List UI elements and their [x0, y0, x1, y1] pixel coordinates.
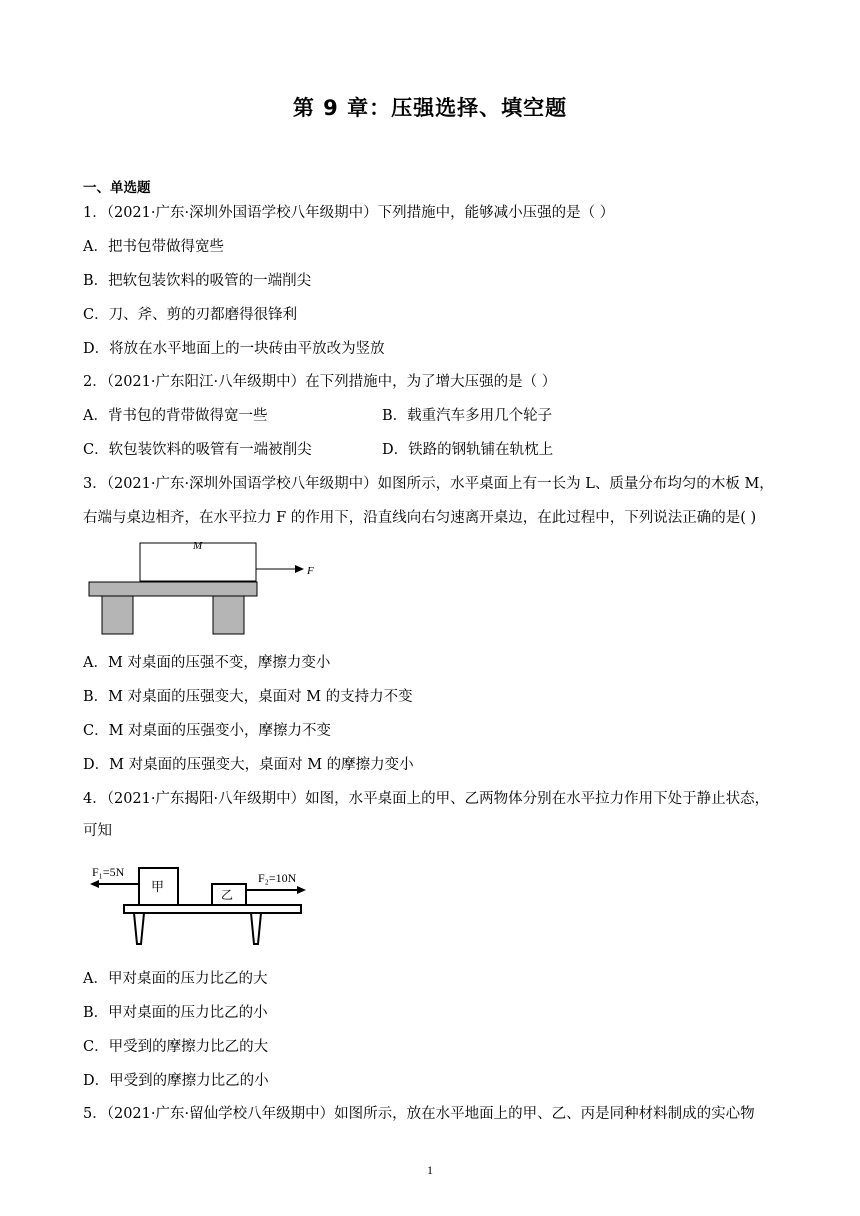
block-jia-label: 甲 — [151, 880, 165, 895]
q1-option-b: B．把软包装饮料的吸管的一端削尖 — [83, 273, 312, 289]
q4-figure — [88, 862, 323, 948]
page-number: 1 — [427, 1163, 433, 1177]
q4-option-b: B．甲对桌面的压力比乙的小 — [83, 1005, 268, 1021]
q3-stem-line2: 右端与桌边相齐，在水平拉力 F 的作用下，沿直线向右匀速离开桌边，在此过程中，下列说法正确的是( ) — [83, 510, 757, 526]
q2-option-c: C．软包装饮料的吸管有一端被削尖 — [83, 442, 312, 458]
table-leg-right — [251, 913, 261, 944]
q3-option-c: C．M 对桌面的压强变小，摩擦力不变 — [83, 723, 332, 739]
tabletop — [124, 905, 301, 913]
force-f2-arrow-head — [297, 886, 306, 894]
force-arrow-head — [295, 565, 304, 573]
q4-stem-line2: 可知 — [83, 823, 112, 839]
q2-stem: 2．（2021·广东阳江·八年级期中）在下列措施中，为了增大压强的是（ ） — [83, 374, 557, 390]
q1-option-d: D．将放在水平地面上的一块砖由平放改为竖放 — [83, 341, 385, 357]
q2-option-a: A．背书包的背带做得宽一些 — [83, 408, 268, 424]
force-f2-label: F₂=10N — [258, 871, 297, 885]
q3-option-d: D．M 对桌面的压强变大，桌面对 M 的摩擦力变小 — [83, 757, 414, 773]
q5-stem-line1: 5．（2021·广东·留仙学校八年级期中）如图所示，放在水平地面上的甲、乙、丙是同种材料制成的实心物 — [83, 1106, 755, 1122]
q2-option-d: D．铁路的钢轨铺在轨枕上 — [382, 442, 554, 458]
q1-option-a: A．把书包带做得宽些 — [83, 239, 224, 255]
q4-option-c: C．甲受到的摩擦力比乙的大 — [83, 1039, 269, 1055]
q3-option-b: B．M 对桌面的压强变大，桌面对 M 的支持力不变 — [83, 689, 413, 705]
q1-option-c: C．刀、斧、剪的刃都磨得很锋利 — [83, 307, 298, 323]
force-f-label: F — [307, 565, 314, 577]
q4-option-d: D．甲受到的摩擦力比乙的小 — [83, 1073, 269, 1089]
table-leg-left — [134, 913, 144, 944]
q4-option-a: A．甲对桌面的压力比乙的大 — [83, 971, 268, 987]
table-leg-left — [102, 596, 133, 634]
tabletop — [89, 582, 257, 596]
board-m-label: M — [193, 540, 203, 552]
block-yi-label: 乙 — [221, 888, 234, 902]
q4-stem-line1: 4．（2021·广东揭阳·八年级期中）如图，水平桌面上的甲、乙两物体分别在水平拉力作用下处于静止状态， — [83, 791, 770, 807]
force-f1-arrow-head — [90, 880, 99, 888]
q3-option-a: A．M 对桌面的压强不变，摩擦力变小 — [83, 655, 331, 671]
section-heading: 一、单选题 — [83, 180, 151, 196]
page-title: 第 9 章：压强选择、填空题 — [292, 96, 568, 120]
q1-stem: 1．（2021·广东·深圳外国语学校八年级期中）下列措施中，能够减小压强的是（ ） — [83, 205, 615, 221]
force-f1-label: F₁=5N — [92, 865, 125, 879]
q3-figure — [85, 534, 325, 638]
table-leg-right — [213, 596, 244, 634]
q2-option-b: B．载重汽车多用几个轮子 — [382, 408, 553, 424]
q3-stem-line1: 3．（2021·广东·深圳外国语学校八年级期中）如图所示，水平桌面上有一长为 L、质量分布均匀的木板 M， — [83, 476, 774, 492]
